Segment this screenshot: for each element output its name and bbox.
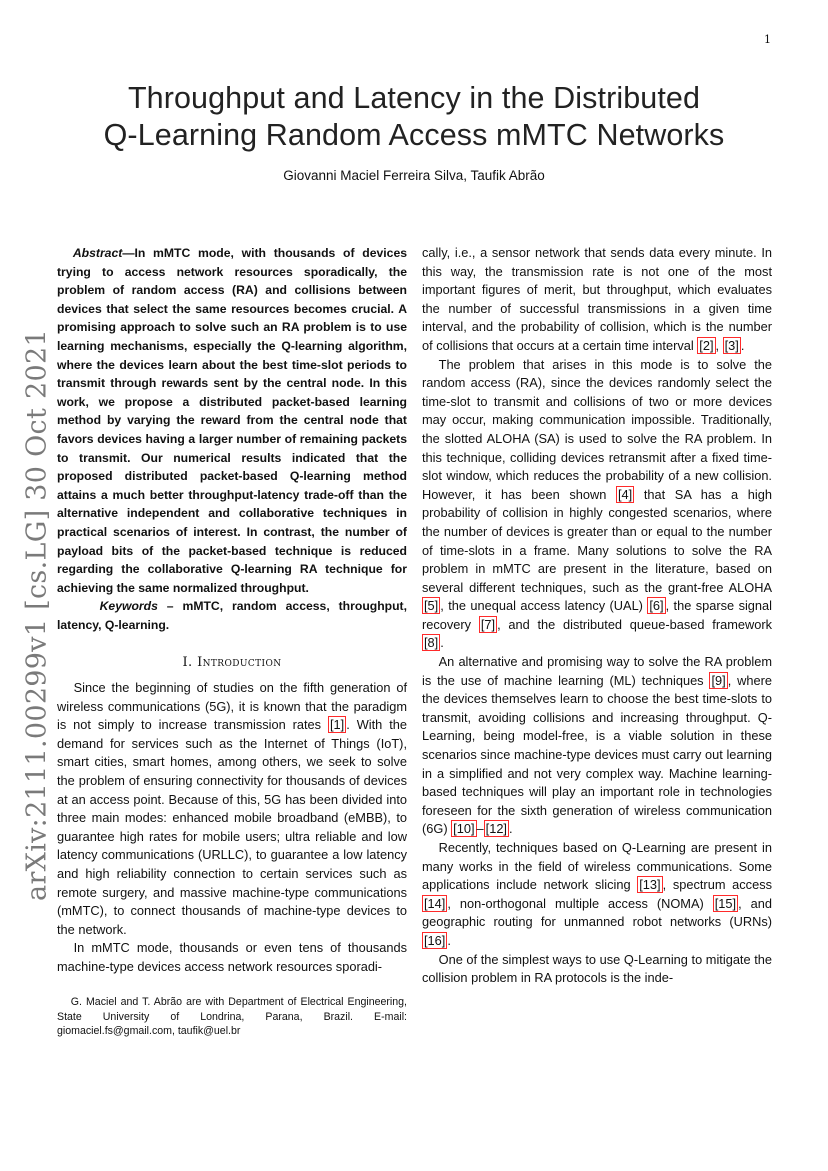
text-run: Since the beginning of studies on the fifth generation of wireless communications (5G), it is known that the paradigm is not simply to increase transmission rates bbox=[57, 680, 407, 733]
abstract-text: —In mMTC mode, with thousands of devices trying to access network resources sporadically, the problem of random access (RA) and collisions between devices that select the same resources becomes crucial. A promising approach to solve such an RA problem is to use learning mechanisms, especially the Q-learning algorithm, where the devices learn about the best time-slot periods to transmit through rewards sent by the central node. In this work, we propose a distributed packet-based learning method by varying the reward from the central node that favors devices having a larger number of remaining packets to transmit. Our numerical results indicated that the proposed distributed packet-based Q-learning method attains a much better throughput-latency trade-off than the alternative independent and collaborative techniques in practical scenarios of interest. In contrast, the number of payload bits of the packet-based technique is reduced regarding the collaborative Q-learning RA technique for achieving the same normalized throughput. bbox=[57, 246, 407, 595]
text-run: An alternative and promising way to solve the RA problem is the use of machine learning (ML) techniques bbox=[422, 654, 772, 688]
citation-link[interactable]: [2] bbox=[699, 337, 714, 353]
citation-link[interactable]: [7] bbox=[480, 616, 496, 632]
citation-link[interactable]: [15] bbox=[714, 895, 737, 911]
text-run: , and geographic routing for unmanned robot networks (URNs) bbox=[422, 895, 772, 930]
citation-link[interactable]: [1] bbox=[330, 717, 345, 733]
text-run: , where the devices themselves learn to choose the best time-slots to transmit, avoiding collisions and increasing throughput. Q-Learning, being model-free, is a viable solution in these scenarios since machine-type devices must carry out learning in a simplified and not very complex way. Machine learning-based techniques will play an important role in technologies foreseen for the sixth generation of wireless communication (6G) bbox=[422, 672, 772, 837]
citation-link[interactable]: [10] bbox=[453, 821, 475, 837]
section-heading-introduction bbox=[57, 654, 407, 673]
text-run: , non-orthogonal multiple access (NOMA) bbox=[447, 895, 713, 911]
citation-link[interactable]: [14] bbox=[424, 895, 446, 911]
authors: Giovanni Maciel Ferreira Silva, Taufik Abrão bbox=[283, 168, 545, 183]
text-run: that SA has a high probability of collision in highly congested scenarios, where the number of devices is greater than or equal to the number of time-slots in a frame. Many solutions to solve the RA problem in mMTC are present in the literature, based on several different techniques, such as the grant-free ALOHA bbox=[422, 486, 772, 595]
text-run: , and the distributed queue-based framework bbox=[497, 616, 772, 632]
citation-link[interactable]: [12] bbox=[485, 821, 507, 837]
text-run: , the unequal access latency (UAL) bbox=[440, 598, 648, 614]
citation-link[interactable]: [4] bbox=[617, 486, 633, 502]
citation-link[interactable]: [16] bbox=[424, 932, 446, 948]
left-column bbox=[57, 244, 407, 977]
text-run: , the sparse signal recovery bbox=[422, 598, 773, 632]
footnote: G. Maciel and T. Abrão are with Department of Electrical Engineering, State University of Londrina, Parana, Brazil. E-mail: giomaciel.fs@gmail.com, taufik@uel.br bbox=[57, 996, 407, 1037]
text-run: . With the demand for services such as the Internet of Things (IoT), smart cities, smart homes, among others, we seek to solve the problem of ensuring connectivity for thousands of devices at an access point. Because of this, 5G has been divided into three main modes: enhanced mobile broadband (eMBB), to guarantee high rates for mobile users; ultra reliable and low latency communications (URLLC), to guarantee a low latency and high reliability connection to certain services such as remote surgery, and massive machine-type communications (mMTC), to connect thousands of machine-type devices to the network. bbox=[57, 717, 407, 937]
citation-link[interactable]: [5] bbox=[424, 598, 439, 614]
arxiv-stamp: arXiv:2111.00299v1 [cs.LG] 30 Oct 2021 bbox=[21, 329, 53, 901]
citation-link[interactable]: [13] bbox=[639, 877, 661, 893]
intro-paragraph-2-cont bbox=[422, 244, 772, 356]
text-run: The problem that arises in this mode is to solve the random access (RA), since the devices randomly select the time-slot to transmit and collisions of two or more devices may occur, making communication impossible. Traditionally, the slotted ALOHA (SA) is used to solve the RA problem. In this technique, colliding devices retransmit after a fixed time-slot window, which reduces the probability of a new collision. However, it has been shown bbox=[422, 356, 772, 502]
citation-link[interactable]: [3] bbox=[724, 337, 739, 353]
right-column bbox=[422, 244, 772, 988]
keywords bbox=[57, 597, 407, 634]
text-run: cally, i.e., a sensor network that sends data every minute. In this way, the transmission rate is not one of the most important figures of merit, but throughput, which evaluates the number of successful transmissions in a given time interval, and the probability of collision, which is the number of collisions that occurs at a certain time interval bbox=[422, 245, 772, 353]
title-line-1: Throughput and Latency in the Distributed bbox=[127, 81, 701, 115]
intro-paragraph-6: One of the simplest ways to use Q-Learning to mitigate the collision problem in RA protocols is the inde- bbox=[422, 951, 772, 986]
text-run: . bbox=[447, 932, 451, 948]
abstract-label: Abstract bbox=[72, 246, 123, 260]
intro-paragraph-3 bbox=[422, 356, 772, 654]
text-run: . bbox=[740, 337, 745, 353]
title-line-2: Q-Learning Random Access mMTC Networks bbox=[103, 118, 725, 152]
text-run: – bbox=[476, 821, 484, 837]
page-number: 1 bbox=[764, 33, 771, 46]
text-run: . bbox=[509, 821, 513, 837]
intro-paragraph-2: In mMTC mode, thousands or even tens of thousands machine-type devices access network resources sporadi- bbox=[57, 940, 407, 974]
text-run: , spectrum access bbox=[662, 877, 772, 893]
paper-title bbox=[0, 80, 828, 154]
intro-paragraph-4 bbox=[422, 653, 772, 839]
citation-link[interactable]: [6] bbox=[649, 598, 664, 614]
abstract bbox=[57, 244, 407, 597]
citation-link[interactable]: [9] bbox=[711, 672, 726, 688]
intro-paragraph-1 bbox=[57, 679, 407, 939]
keywords-text: – mMTC, random access, throughput, latency, Q-learning. bbox=[57, 599, 407, 632]
keywords-label: Keywords bbox=[99, 599, 158, 614]
section-title: Introduction bbox=[197, 655, 282, 671]
text-run: , bbox=[715, 337, 723, 353]
section-numeral: I. bbox=[182, 655, 198, 671]
intro-paragraph-5 bbox=[422, 839, 772, 951]
text-run: . bbox=[440, 635, 444, 651]
citation-link[interactable]: [8] bbox=[424, 635, 439, 651]
text-run: Recently, techniques based on Q-Learning are present in many works in the field of wireless communications. Some applications include network slicing bbox=[422, 840, 772, 893]
